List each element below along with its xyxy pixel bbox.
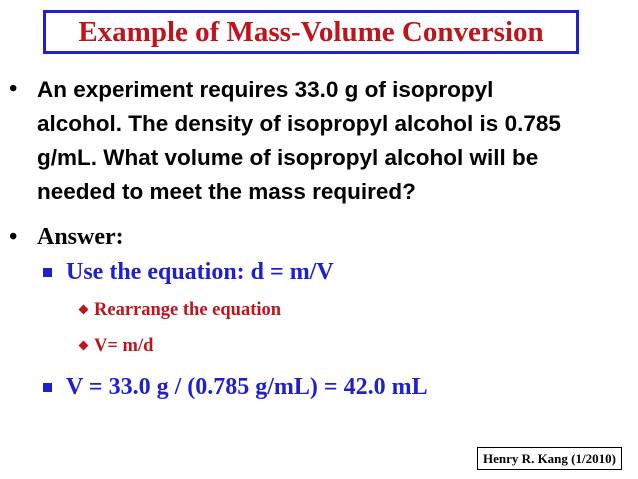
answer-label: Answer: <box>37 224 124 250</box>
bullet-dot-answer: • <box>9 224 18 250</box>
diamond-bullet-icon <box>79 341 89 351</box>
slide-title: Example of Mass-Volume Conversion <box>78 15 544 48</box>
diamond-bullet-icon <box>79 305 89 315</box>
square-bullet-icon <box>43 383 52 392</box>
question-line-2: alcohol. The density of isopropyl alcohol is 0.785 <box>37 111 561 136</box>
bullet-dot-question: • <box>9 76 18 102</box>
step-1-text: Use the equation: d = m/V <box>66 259 334 285</box>
step-1-sub-1: Rearrange the equation <box>94 300 282 320</box>
title-box <box>43 10 579 54</box>
step-1-sub-2: V= m/d <box>94 336 154 356</box>
question-line-4: needed to meet the mass required? <box>37 179 416 204</box>
question-line-3: g/mL. What volume of isopropyl alcohol will be <box>37 145 539 170</box>
author-credit: Henry R. Kang (1/2010) <box>477 447 622 470</box>
question-line-1: An experiment requires 33.0 g of isopropyl <box>37 77 494 102</box>
square-bullet-icon <box>43 268 52 277</box>
step-2-text: V = 33.0 g / (0.785 g/mL) = 42.0 mL <box>66 374 428 400</box>
